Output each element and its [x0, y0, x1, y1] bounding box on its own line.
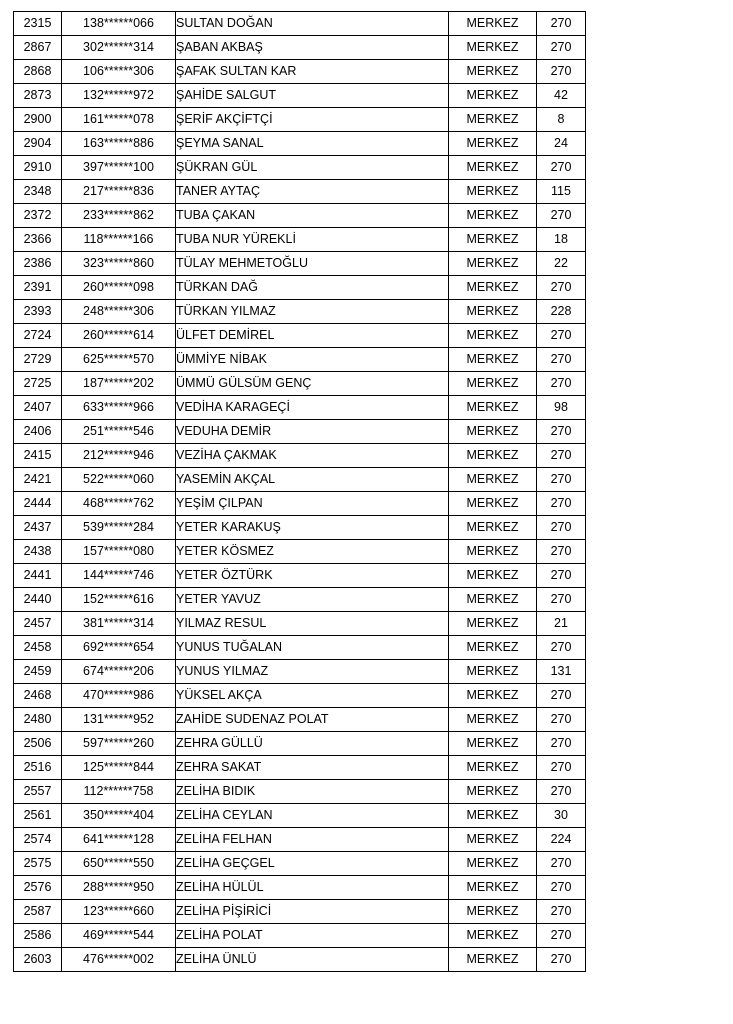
table-row [14, 588, 586, 612]
id-number-cell: 118******166 [62, 228, 176, 252]
table-row [14, 348, 586, 372]
location-cell: MERKEZ [449, 228, 537, 252]
row-number-cell: 2438 [14, 540, 62, 564]
amount-cell: 270 [537, 204, 586, 228]
full-name-cell: TÜRKAN YILMAZ [176, 300, 449, 324]
full-name-cell: YÜKSEL AKÇA [176, 684, 449, 708]
full-name-cell: TÜLAY MEHMETOĞLU [176, 252, 449, 276]
full-name-cell: TÜRKAN DAĞ [176, 276, 449, 300]
amount-cell: 270 [537, 708, 586, 732]
id-number-cell: 397******100 [62, 156, 176, 180]
amount-cell: 270 [537, 684, 586, 708]
amount-cell: 228 [537, 300, 586, 324]
table-row [14, 276, 586, 300]
amount-cell: 270 [537, 900, 586, 924]
id-number-cell: 260******614 [62, 324, 176, 348]
row-number-cell: 2603 [14, 948, 62, 972]
full-name-cell: ŞAFAK SULTAN KAR [176, 60, 449, 84]
row-number-cell: 2459 [14, 660, 62, 684]
row-number-cell: 2587 [14, 900, 62, 924]
row-number-cell: 2457 [14, 612, 62, 636]
location-cell: MERKEZ [449, 252, 537, 276]
id-number-cell: 144******746 [62, 564, 176, 588]
location-cell: MERKEZ [449, 684, 537, 708]
table-row [14, 204, 586, 228]
id-number-cell: 522******060 [62, 468, 176, 492]
amount-cell: 270 [537, 276, 586, 300]
location-cell: MERKEZ [449, 828, 537, 852]
location-cell: MERKEZ [449, 924, 537, 948]
amount-cell: 270 [537, 756, 586, 780]
row-number-cell: 2561 [14, 804, 62, 828]
id-number-cell: 260******098 [62, 276, 176, 300]
location-cell: MERKEZ [449, 204, 537, 228]
location-cell: MERKEZ [449, 564, 537, 588]
table-row [14, 300, 586, 324]
full-name-cell: TANER AYTAÇ [176, 180, 449, 204]
amount-cell: 270 [537, 636, 586, 660]
amount-cell: 270 [537, 420, 586, 444]
table-row [14, 756, 586, 780]
location-cell: MERKEZ [449, 108, 537, 132]
location-cell: MERKEZ [449, 468, 537, 492]
table-row [14, 732, 586, 756]
id-number-cell: 469******544 [62, 924, 176, 948]
location-cell: MERKEZ [449, 300, 537, 324]
table-row [14, 564, 586, 588]
amount-cell: 270 [537, 732, 586, 756]
location-cell: MERKEZ [449, 636, 537, 660]
row-number-cell: 2516 [14, 756, 62, 780]
row-number-cell: 2386 [14, 252, 62, 276]
id-number-cell: 248******306 [62, 300, 176, 324]
id-number-cell: 641******128 [62, 828, 176, 852]
id-number-cell: 692******654 [62, 636, 176, 660]
id-number-cell: 476******002 [62, 948, 176, 972]
location-cell: MERKEZ [449, 492, 537, 516]
row-number-cell: 2873 [14, 84, 62, 108]
row-number-cell: 2586 [14, 924, 62, 948]
amount-cell: 270 [537, 12, 586, 36]
full-name-cell: ÜMMİYE NİBAK [176, 348, 449, 372]
full-name-cell: YETER YAVUZ [176, 588, 449, 612]
location-cell: MERKEZ [449, 444, 537, 468]
full-name-cell: ZELİHA CEYLAN [176, 804, 449, 828]
full-name-cell: YASEMİN AKÇAL [176, 468, 449, 492]
amount-cell: 270 [537, 348, 586, 372]
id-number-cell: 302******314 [62, 36, 176, 60]
location-cell: MERKEZ [449, 756, 537, 780]
amount-cell: 42 [537, 84, 586, 108]
row-number-cell: 2444 [14, 492, 62, 516]
amount-cell: 270 [537, 444, 586, 468]
id-number-cell: 468******762 [62, 492, 176, 516]
row-number-cell: 2415 [14, 444, 62, 468]
full-name-cell: YETER KARAKUŞ [176, 516, 449, 540]
location-cell: MERKEZ [449, 852, 537, 876]
table-row [14, 444, 586, 468]
row-number-cell: 2393 [14, 300, 62, 324]
id-number-cell: 106******306 [62, 60, 176, 84]
amount-cell: 270 [537, 36, 586, 60]
table-row [14, 228, 586, 252]
row-number-cell: 2406 [14, 420, 62, 444]
amount-cell: 270 [537, 156, 586, 180]
table-row [14, 852, 586, 876]
location-cell: MERKEZ [449, 876, 537, 900]
table-row [14, 948, 586, 972]
row-number-cell: 2391 [14, 276, 62, 300]
location-cell: MERKEZ [449, 612, 537, 636]
location-cell: MERKEZ [449, 708, 537, 732]
id-number-cell: 288******950 [62, 876, 176, 900]
full-name-cell: ZELİHA FELHAN [176, 828, 449, 852]
row-number-cell: 2421 [14, 468, 62, 492]
table-row [14, 420, 586, 444]
row-number-cell: 2867 [14, 36, 62, 60]
full-name-cell: VEZİHA ÇAKMAK [176, 444, 449, 468]
amount-cell: 270 [537, 780, 586, 804]
id-number-cell: 112******758 [62, 780, 176, 804]
location-cell: MERKEZ [449, 660, 537, 684]
location-cell: MERKEZ [449, 36, 537, 60]
amount-cell: 270 [537, 564, 586, 588]
id-number-cell: 539******284 [62, 516, 176, 540]
amount-cell: 98 [537, 396, 586, 420]
amount-cell: 21 [537, 612, 586, 636]
table-row [14, 12, 586, 36]
location-cell: MERKEZ [449, 324, 537, 348]
id-number-cell: 674******206 [62, 660, 176, 684]
location-cell: MERKEZ [449, 780, 537, 804]
table-row [14, 132, 586, 156]
full-name-cell: YILMAZ RESUL [176, 612, 449, 636]
amount-cell: 270 [537, 924, 586, 948]
row-number-cell: 2576 [14, 876, 62, 900]
id-number-cell: 187******202 [62, 372, 176, 396]
row-number-cell: 2348 [14, 180, 62, 204]
table-row [14, 804, 586, 828]
amount-cell: 270 [537, 540, 586, 564]
id-number-cell: 161******078 [62, 108, 176, 132]
full-name-cell: SULTAN DOĞAN [176, 12, 449, 36]
location-cell: MERKEZ [449, 180, 537, 204]
row-number-cell: 2458 [14, 636, 62, 660]
table-row [14, 372, 586, 396]
amount-cell: 8 [537, 108, 586, 132]
id-number-cell: 251******546 [62, 420, 176, 444]
row-number-cell: 2366 [14, 228, 62, 252]
row-number-cell: 2575 [14, 852, 62, 876]
table-row [14, 540, 586, 564]
full-name-cell: ŞEYMA SANAL [176, 132, 449, 156]
id-number-cell: 470******986 [62, 684, 176, 708]
amount-cell: 270 [537, 852, 586, 876]
id-number-cell: 138******066 [62, 12, 176, 36]
amount-cell: 270 [537, 492, 586, 516]
full-name-cell: ZEHRA GÜLLÜ [176, 732, 449, 756]
table-row [14, 924, 586, 948]
id-number-cell: 163******886 [62, 132, 176, 156]
full-name-cell: ŞERİF AKÇİFTÇİ [176, 108, 449, 132]
table-row [14, 828, 586, 852]
location-cell: MERKEZ [449, 156, 537, 180]
row-number-cell: 2904 [14, 132, 62, 156]
row-number-cell: 2315 [14, 12, 62, 36]
location-cell: MERKEZ [449, 420, 537, 444]
full-name-cell: VEDİHA KARAGEÇİ [176, 396, 449, 420]
row-number-cell: 2557 [14, 780, 62, 804]
full-name-cell: ZELİHA HÜLÜL [176, 876, 449, 900]
id-number-cell: 217******836 [62, 180, 176, 204]
id-number-cell: 152******616 [62, 588, 176, 612]
id-number-cell: 381******314 [62, 612, 176, 636]
table-row [14, 156, 586, 180]
table-row [14, 636, 586, 660]
amount-cell: 270 [537, 372, 586, 396]
table-body [14, 12, 586, 972]
amount-cell: 270 [537, 588, 586, 612]
table-row [14, 516, 586, 540]
amount-cell: 270 [537, 60, 586, 84]
row-number-cell: 2468 [14, 684, 62, 708]
amount-cell: 131 [537, 660, 586, 684]
location-cell: MERKEZ [449, 348, 537, 372]
location-cell: MERKEZ [449, 900, 537, 924]
row-number-cell: 2724 [14, 324, 62, 348]
table-row [14, 876, 586, 900]
location-cell: MERKEZ [449, 60, 537, 84]
location-cell: MERKEZ [449, 588, 537, 612]
full-name-cell: ZAHİDE SUDENAZ POLAT [176, 708, 449, 732]
location-cell: MERKEZ [449, 372, 537, 396]
location-cell: MERKEZ [449, 132, 537, 156]
full-name-cell: ZELİHA POLAT [176, 924, 449, 948]
amount-cell: 270 [537, 324, 586, 348]
row-number-cell: 2437 [14, 516, 62, 540]
full-name-cell: YUNUS YILMAZ [176, 660, 449, 684]
amount-cell: 270 [537, 876, 586, 900]
full-name-cell: ZELİHA GEÇGEL [176, 852, 449, 876]
table-row [14, 396, 586, 420]
id-number-cell: 597******260 [62, 732, 176, 756]
full-name-cell: ÜMMÜ GÜLSÜM GENÇ [176, 372, 449, 396]
row-number-cell: 2441 [14, 564, 62, 588]
id-number-cell: 633******966 [62, 396, 176, 420]
location-cell: MERKEZ [449, 804, 537, 828]
amount-cell: 22 [537, 252, 586, 276]
table-row [14, 780, 586, 804]
location-cell: MERKEZ [449, 276, 537, 300]
location-cell: MERKEZ [449, 948, 537, 972]
id-number-cell: 650******550 [62, 852, 176, 876]
row-number-cell: 2725 [14, 372, 62, 396]
amount-cell: 30 [537, 804, 586, 828]
beneficiary-table [13, 11, 586, 972]
row-number-cell: 2480 [14, 708, 62, 732]
full-name-cell: ZELİHA PİŞİRİCİ [176, 900, 449, 924]
id-number-cell: 132******972 [62, 84, 176, 108]
full-name-cell: ŞAHİDE SALGUT [176, 84, 449, 108]
full-name-cell: ZEHRA SAKAT [176, 756, 449, 780]
location-cell: MERKEZ [449, 516, 537, 540]
table-row [14, 108, 586, 132]
location-cell: MERKEZ [449, 396, 537, 420]
full-name-cell: VEDUHA DEMİR [176, 420, 449, 444]
location-cell: MERKEZ [449, 540, 537, 564]
row-number-cell: 2506 [14, 732, 62, 756]
row-number-cell: 2440 [14, 588, 62, 612]
table-row [14, 612, 586, 636]
table-row [14, 468, 586, 492]
table-row [14, 324, 586, 348]
row-number-cell: 2900 [14, 108, 62, 132]
table-row [14, 36, 586, 60]
amount-cell: 115 [537, 180, 586, 204]
row-number-cell: 2372 [14, 204, 62, 228]
location-cell: MERKEZ [449, 84, 537, 108]
full-name-cell: YETER ÖZTÜRK [176, 564, 449, 588]
table-row [14, 180, 586, 204]
amount-cell: 270 [537, 468, 586, 492]
table-row [14, 60, 586, 84]
full-name-cell: YUNUS TUĞALAN [176, 636, 449, 660]
id-number-cell: 125******844 [62, 756, 176, 780]
id-number-cell: 123******660 [62, 900, 176, 924]
full-name-cell: ÜLFET DEMİREL [176, 324, 449, 348]
row-number-cell: 2868 [14, 60, 62, 84]
full-name-cell: TUBA NUR YÜREKLİ [176, 228, 449, 252]
amount-cell: 224 [537, 828, 586, 852]
row-number-cell: 2407 [14, 396, 62, 420]
full-name-cell: YETER KÖSMEZ [176, 540, 449, 564]
location-cell: MERKEZ [449, 12, 537, 36]
id-number-cell: 625******570 [62, 348, 176, 372]
full-name-cell: ZELİHA BIDIK [176, 780, 449, 804]
location-cell: MERKEZ [449, 732, 537, 756]
full-name-cell: ŞABAN AKBAŞ [176, 36, 449, 60]
row-number-cell: 2574 [14, 828, 62, 852]
id-number-cell: 157******080 [62, 540, 176, 564]
table-row [14, 252, 586, 276]
table-row [14, 84, 586, 108]
full-name-cell: ŞÜKRAN GÜL [176, 156, 449, 180]
row-number-cell: 2729 [14, 348, 62, 372]
id-number-cell: 131******952 [62, 708, 176, 732]
id-number-cell: 350******404 [62, 804, 176, 828]
amount-cell: 18 [537, 228, 586, 252]
id-number-cell: 233******862 [62, 204, 176, 228]
full-name-cell: ZELİHA ÜNLÜ [176, 948, 449, 972]
table-row [14, 660, 586, 684]
amount-cell: 270 [537, 516, 586, 540]
full-name-cell: TUBA ÇAKAN [176, 204, 449, 228]
table-row [14, 900, 586, 924]
id-number-cell: 323******860 [62, 252, 176, 276]
row-number-cell: 2910 [14, 156, 62, 180]
amount-cell: 24 [537, 132, 586, 156]
full-name-cell: YEŞİM ÇILPAN [176, 492, 449, 516]
amount-cell: 270 [537, 948, 586, 972]
id-number-cell: 212******946 [62, 444, 176, 468]
table-row [14, 684, 586, 708]
table-row [14, 492, 586, 516]
table-row [14, 708, 586, 732]
